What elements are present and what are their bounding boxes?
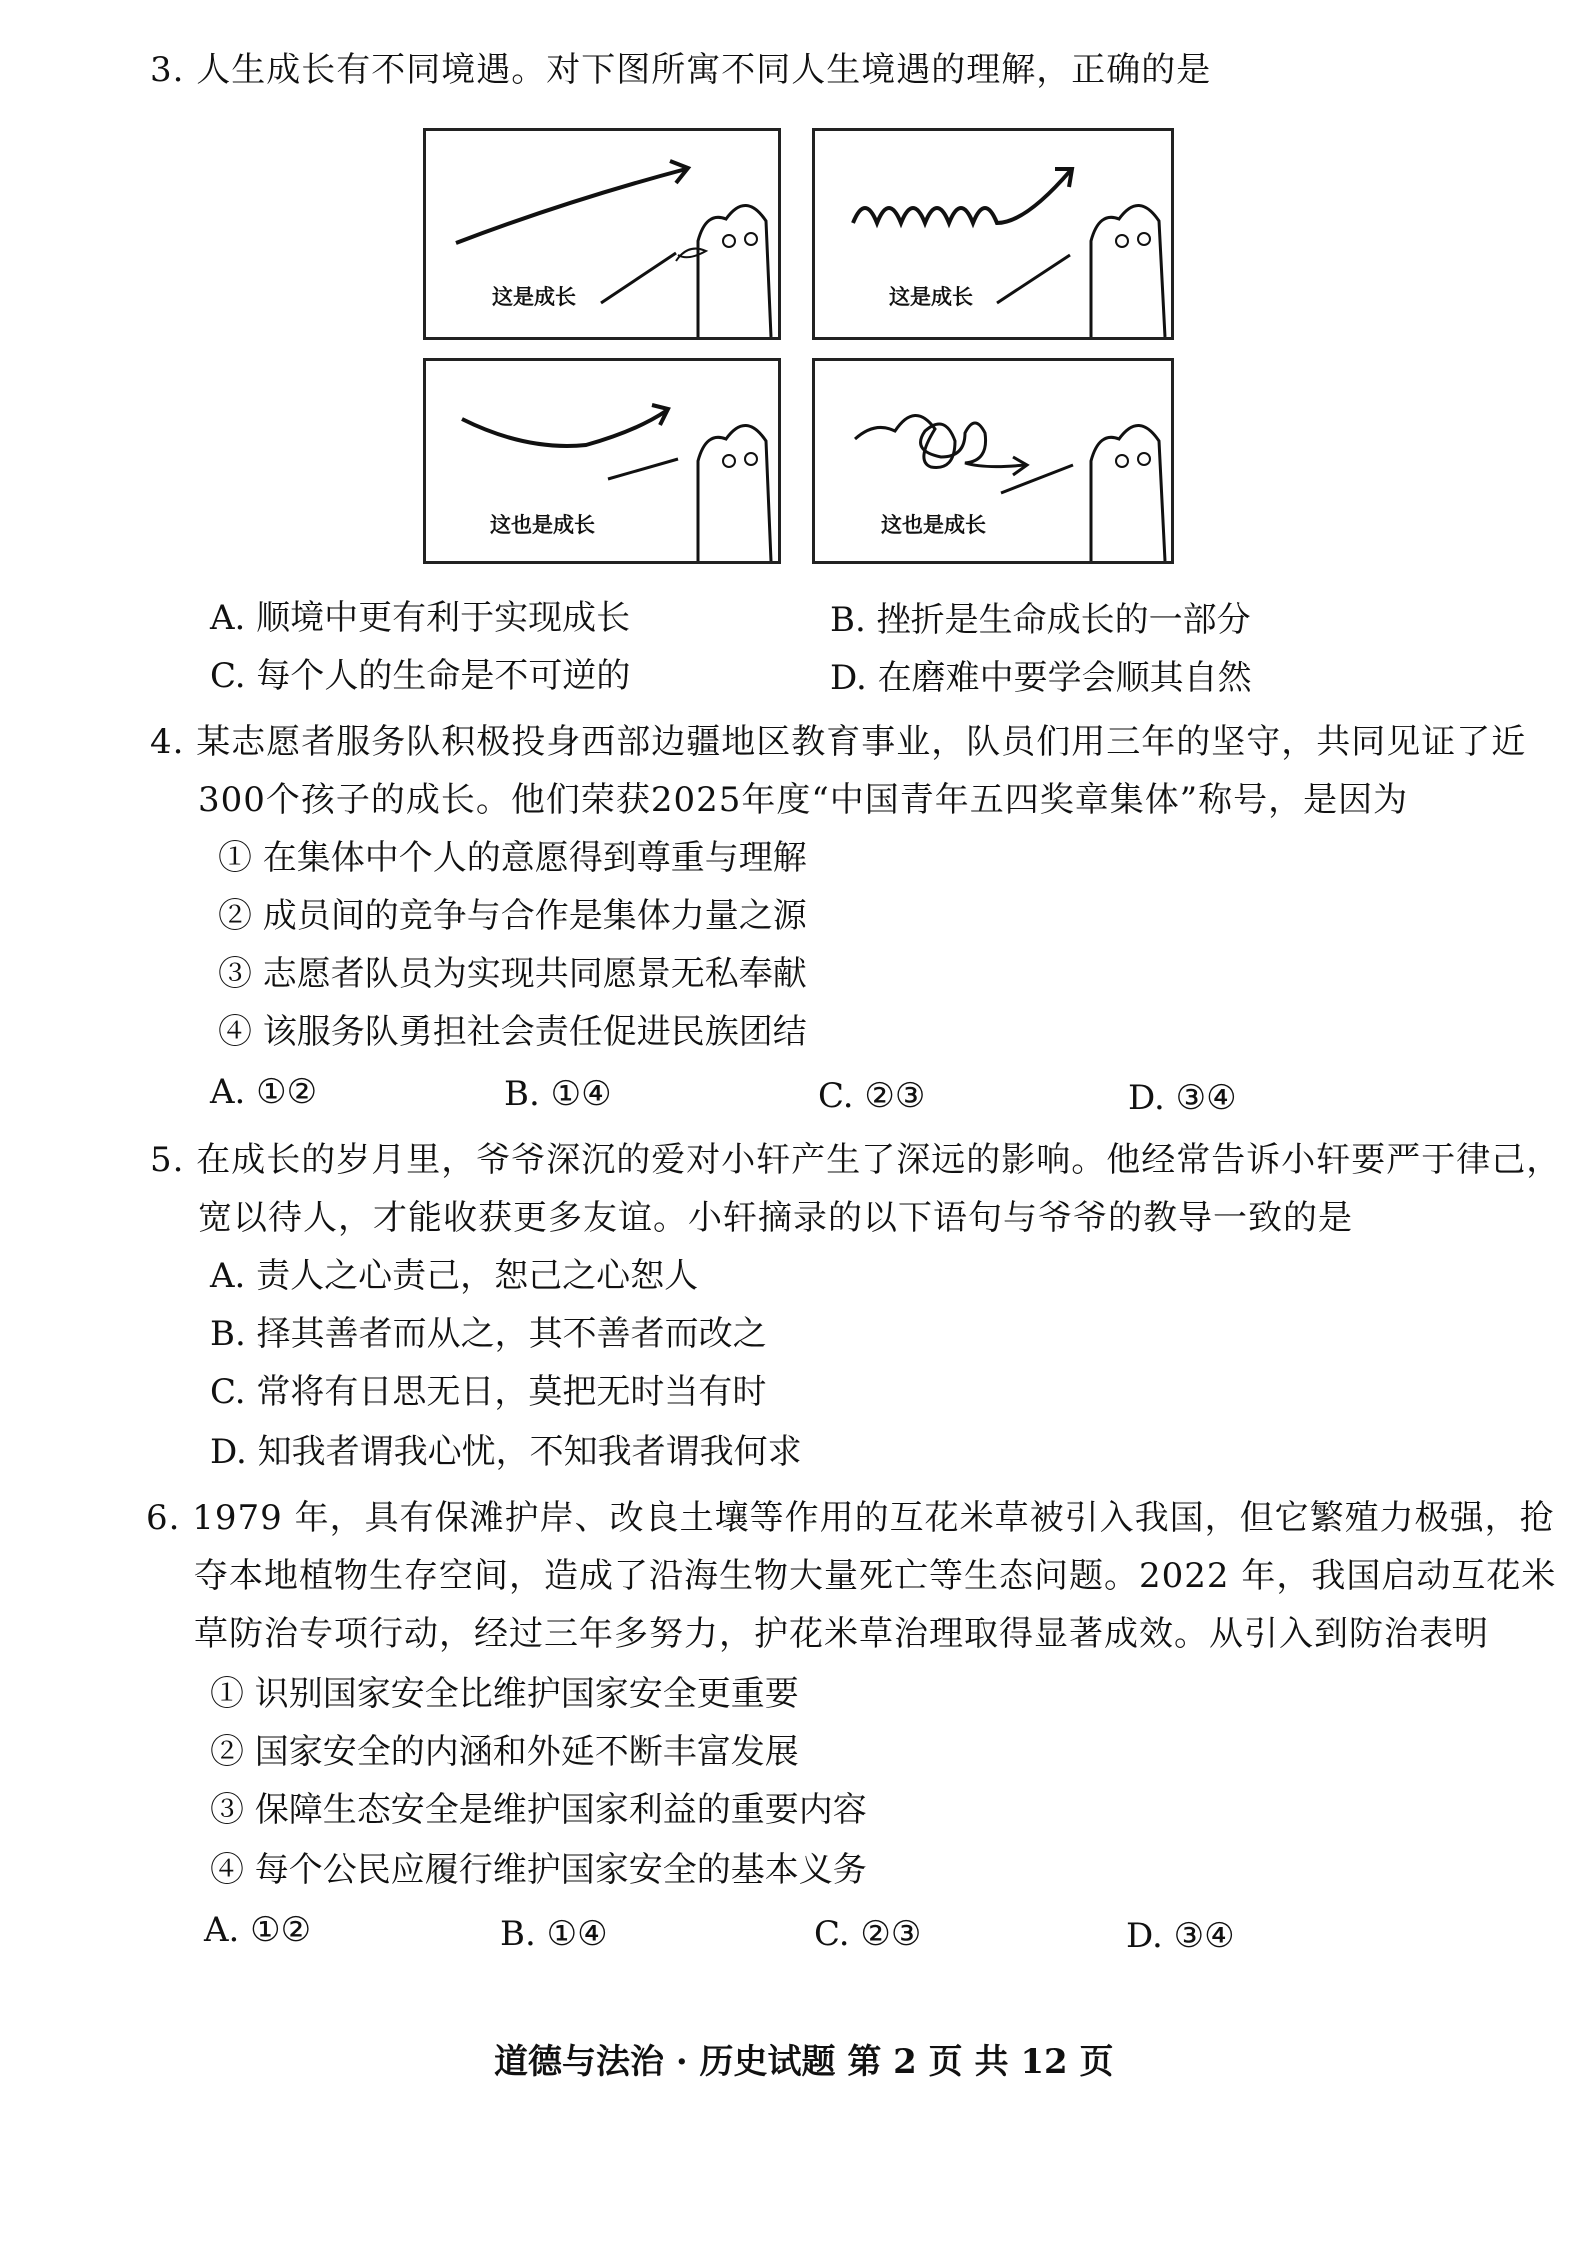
q6-stem-line-2: 夺本地植物生存空间，造成了沿海生物大量死亡等生态问题。2022 年，我国启动互花米 xyxy=(194,1556,1557,1596)
q6-statement-4: ④ 每个公民应履行维护国家安全的基本义务 xyxy=(210,1850,867,1890)
q4-statement-4: ④ 该服务队勇担社会责任促进民族团结 xyxy=(218,1012,807,1052)
panel-caption: 这也是成长 xyxy=(881,513,986,537)
wavy-upward-arrow-icon xyxy=(815,131,1171,337)
q3-panel-1 xyxy=(423,128,781,340)
q3-option-b: B. 挫折是生命成长的一部分 xyxy=(830,600,1251,640)
q3-panel-2 xyxy=(812,128,1174,340)
q5-stem-line-2: 宽以待人，才能收获更多友谊。小轩摘录的以下语句与爷爷的教导一致的是 xyxy=(198,1198,1353,1238)
q6-option-a: A. ①② xyxy=(204,1910,312,1950)
q3-stem: 3. 人生成长有不同境遇。对下图所寓不同人生境遇的理解，正确的是 xyxy=(150,50,1212,90)
q6-statement-1: ① 识别国家安全比维护国家安全更重要 xyxy=(210,1674,799,1714)
q5-option-a: A. 责人之心责己，恕己之心恕人 xyxy=(210,1256,699,1296)
q6-option-d: D. ③④ xyxy=(1126,1916,1235,1956)
panel-caption: 这是成长 xyxy=(492,285,576,309)
q3-panel-4 xyxy=(812,358,1174,564)
page-footer: 道德与法治 · 历史试题 第 2 页 共 12 页 xyxy=(494,2042,1114,2082)
panel-caption: 这也是成长 xyxy=(490,513,595,537)
q5-option-c: C. 常将有日思无日，莫把无时当有时 xyxy=(210,1372,767,1412)
q5-stem-line-1: 5. 在成长的岁月里，爷爷深沉的爱对小轩产生了深远的影响。他经常告诉小轩要严于律己， xyxy=(150,1140,1562,1180)
q4-statement-3: ③ 志愿者队员为实现共同愿景无私奉献 xyxy=(218,954,807,994)
smooth-upward-arrow-icon xyxy=(426,131,778,337)
q4-stem-line-1: 4. 某志愿者服务队积极投身西部边疆地区教育事业，队员们用三年的坚守，共同见证了近 xyxy=(150,722,1527,762)
q3-option-c: C. 每个人的生命是不可逆的 xyxy=(210,656,631,696)
panel-caption: 这是成长 xyxy=(889,285,973,309)
q4-statement-1: ① 在集体中个人的意愿得到尊重与理解 xyxy=(218,838,807,878)
q6-statement-3: ③ 保障生态安全是维护国家利益的重要内容 xyxy=(210,1790,867,1830)
q3-panel-3 xyxy=(423,358,781,564)
q3-option-d: D. 在磨难中要学会顺其自然 xyxy=(830,658,1252,698)
q6-stem-line-1: 6. 1979 年，具有保滩护岸、改良土壤等作用的互花米草被引入我国，但它繁殖力极强，抢 xyxy=(146,1498,1555,1538)
q4-option-d: D. ③④ xyxy=(1128,1078,1237,1118)
q4-stem-line-2: 300个孩子的成长。他们荣获2025年度“中国青年五四奖章集体”称号，是因为 xyxy=(198,780,1409,820)
q4-option-a: A. ①② xyxy=(210,1072,318,1112)
q4-option-c: C. ②③ xyxy=(818,1076,926,1116)
q3-option-a: A. 顺境中更有利于实现成长 xyxy=(210,598,631,638)
q6-option-c: C. ②③ xyxy=(814,1914,922,1954)
q6-option-b: B. ①④ xyxy=(500,1914,608,1954)
q4-option-b: B. ①④ xyxy=(504,1074,612,1114)
q5-option-b: B. 择其善者而从之，其不善者而改之 xyxy=(210,1314,767,1354)
q6-stem-line-3: 草防治专项行动，经过三年多努力，护花米草治理取得显著成效。从引入到防治表明 xyxy=(194,1614,1489,1654)
q6-statement-2: ② 国家安全的内涵和外延不断丰富发展 xyxy=(210,1732,799,1772)
curved-arrow-icon xyxy=(426,361,778,561)
tangled-arrow-icon xyxy=(815,361,1171,561)
q5-option-d: D. 知我者谓我心忧，不知我者谓我何求 xyxy=(210,1432,802,1472)
q4-statement-2: ② 成员间的竞争与合作是集体力量之源 xyxy=(218,896,807,936)
